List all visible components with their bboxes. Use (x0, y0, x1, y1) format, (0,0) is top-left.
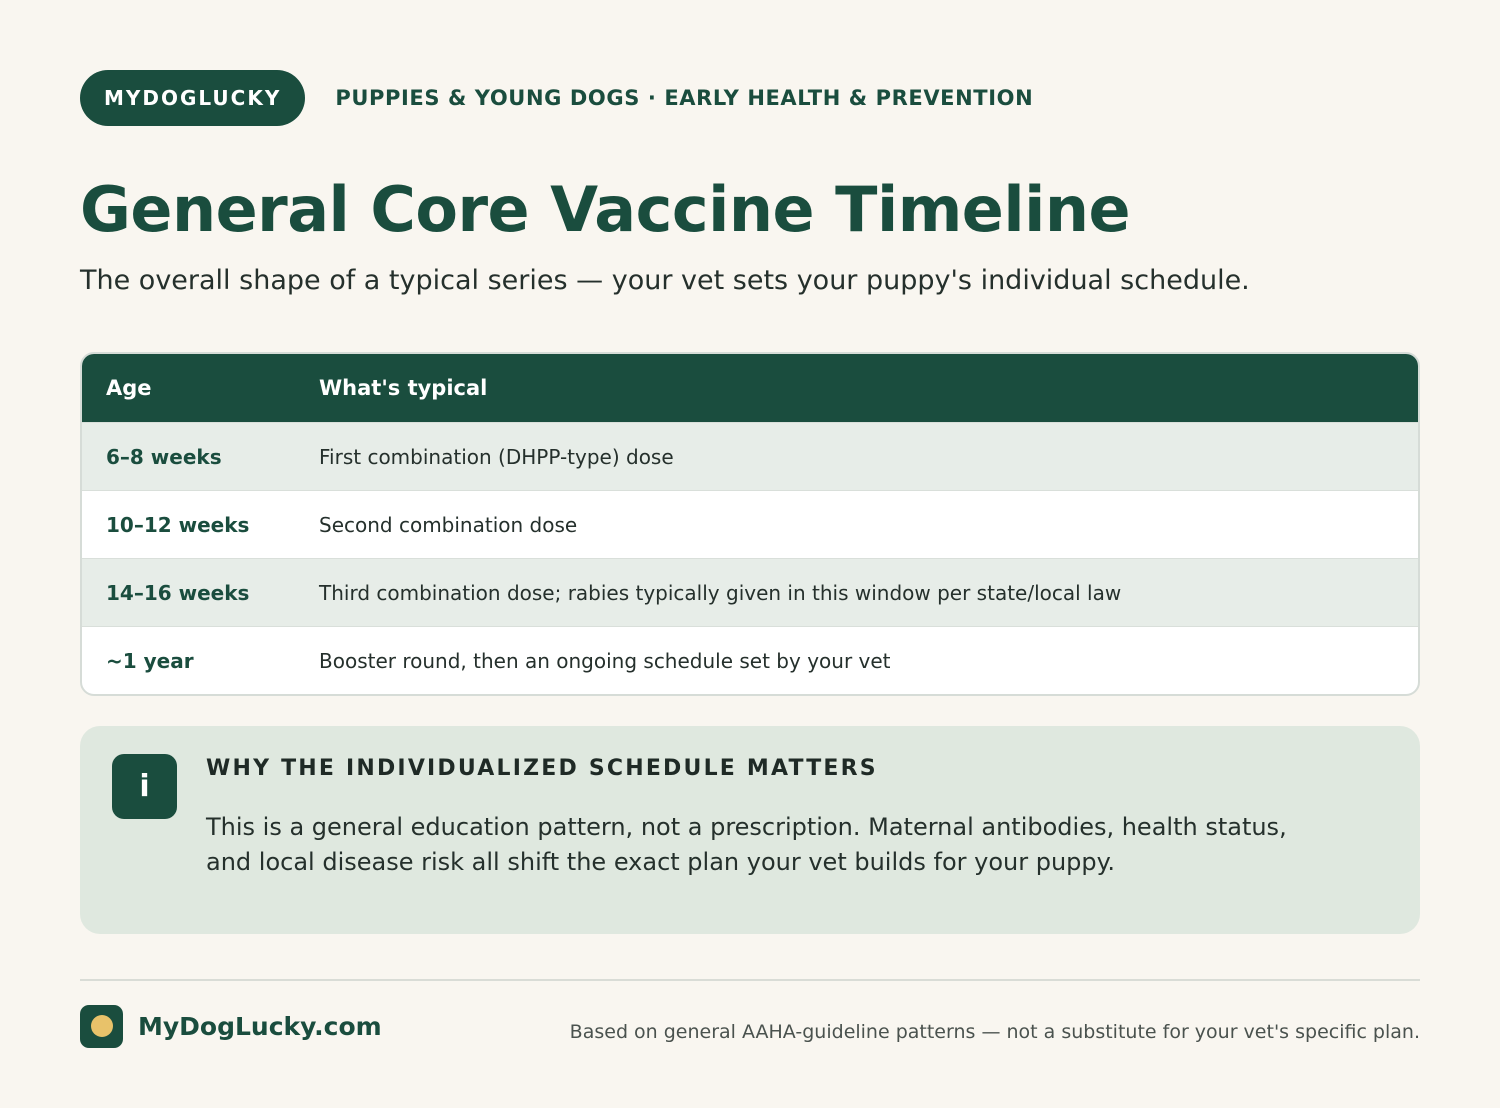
description-cell: Booster round, then an ongoing schedule set by your vet (319, 648, 891, 673)
vaccine-timeline-table (80, 352, 1420, 696)
top-row (80, 70, 1420, 126)
logo-icon (80, 1005, 123, 1048)
description-cell: Second combination dose (319, 512, 578, 537)
table-header (82, 354, 1418, 422)
age-cell: 6–8 weeks (106, 444, 222, 469)
info-callout (80, 726, 1420, 934)
age-cell: 14–16 weeks (106, 580, 250, 605)
site-name: MyDogLucky.com (138, 1011, 382, 1041)
table-row (82, 422, 1418, 490)
logo-dot (91, 1015, 113, 1037)
table-row (82, 558, 1418, 626)
brand-badge: MYDOGLUCKY (80, 70, 305, 126)
page-title: General Core Vaccine Timeline (80, 173, 1131, 246)
age-cell: 10–12 weeks (106, 512, 250, 537)
page-content (80, 70, 1420, 1048)
column-header-description: What's typical (319, 376, 488, 400)
table-row (82, 626, 1418, 694)
footer-divider (80, 979, 1420, 981)
column-header-age: Age (106, 376, 152, 400)
callout-title: WHY THE INDIVIDUALIZED SCHEDULE MATTERS (206, 756, 878, 781)
description-cell: Third combination dose; rabies typically given in this window per state/local law (319, 580, 1122, 605)
footer (80, 1004, 1420, 1048)
page-subtitle: The overall shape of a typical series — your vet sets your puppy's individual schedule. (80, 265, 1250, 296)
age-cell: ~1 year (106, 648, 194, 673)
category-label: PUPPIES & YOUNG DOGS · EARLY HEALTH & PREVENTION (335, 86, 1034, 110)
info-icon: i (112, 754, 177, 819)
footer-brand (80, 1005, 382, 1048)
callout-body: This is a general education pattern, not a prescription. Maternal antibodies, health status, and local disease risk all shift the exact plan your vet builds for your puppy. (206, 813, 1287, 876)
table-row (82, 490, 1418, 558)
disclaimer: Based on general AAHA-guideline patterns — not a substitute for your vet's specific plan. (569, 1021, 1420, 1043)
description-cell: First combination (DHPP-type) dose (319, 444, 674, 469)
